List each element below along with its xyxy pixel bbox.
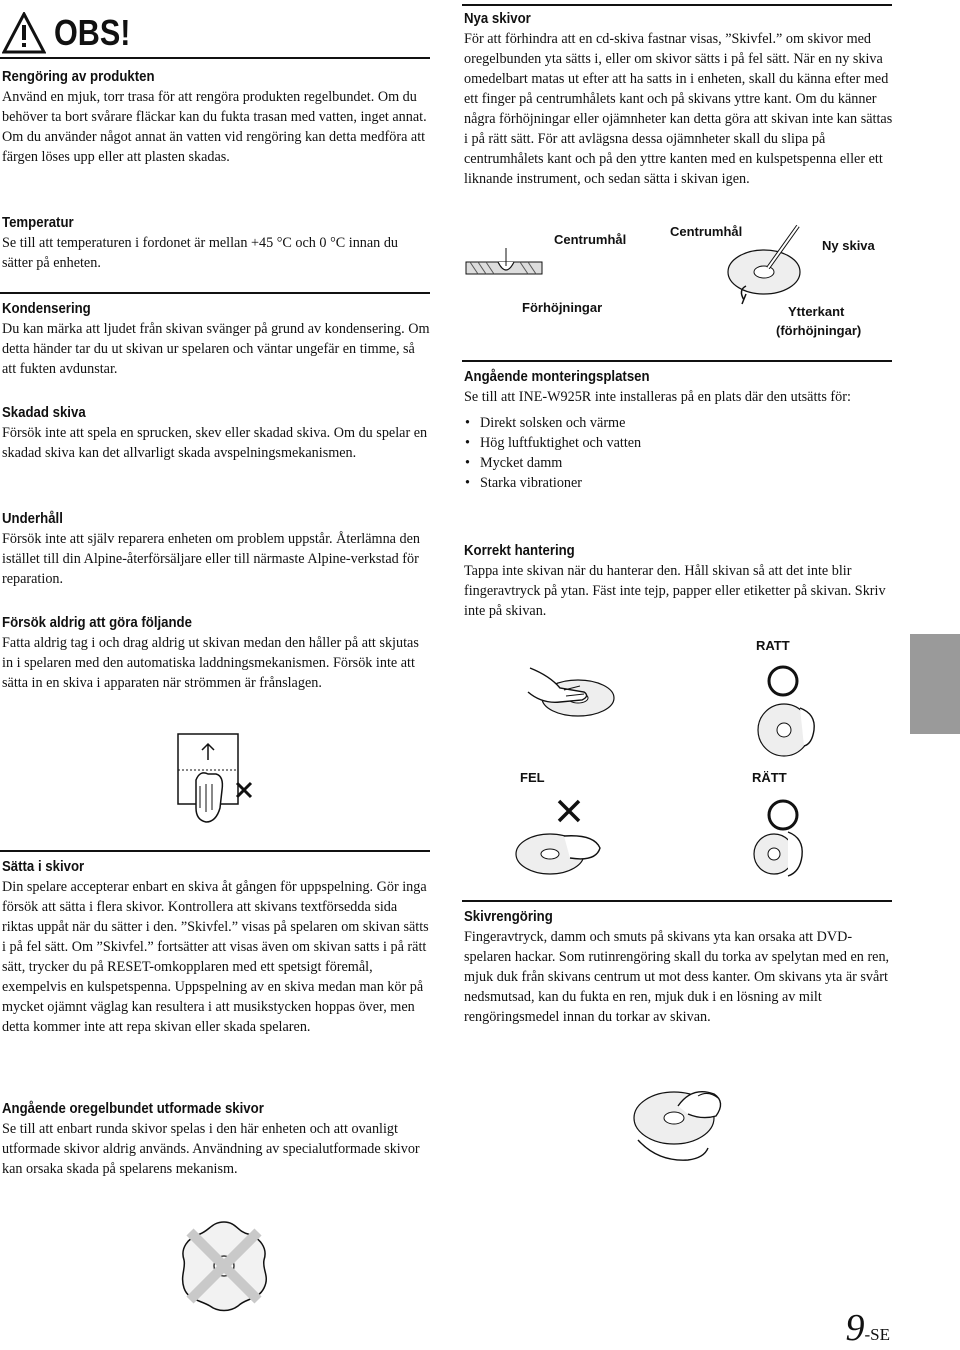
- divider: [462, 4, 892, 6]
- section-text: För att förhindra att en cd-skiva fastnar visas, ”Skivfel.” om skivor med oregelbunden yta sätts i, eller om skivor sätts i på fel sätt. När en ny skiva omedelbart matas ut efter att ha satts in i enheten, skall du känna efter med ett finger på centrumhålets kant och på skivans yttre kant. Om du känner några förhöjningar eller ojämnheter kan detta göra att skivan inte kan sättas i på rätt sätt. För att avlägsna dessa ojämnheter skall du slipa på centrumhålets kant och på den yttre kanten med en kulspetspenna eller ett liknande instrument, och sedan sätta i skivan igen.: [464, 31, 893, 187]
- label-outer-edge: Ytterkant: [788, 304, 845, 319]
- obs-header: [0, 10, 430, 56]
- side-tab: [910, 634, 960, 734]
- list-item: • Hög luftfuktighet och vatten: [464, 433, 894, 453]
- disc-pen-illustration: [712, 224, 822, 314]
- left-section-never: [2, 614, 432, 693]
- section-heading: Skadad skiva: [2, 404, 86, 421]
- disc-wiping-illustration: [618, 1076, 738, 1166]
- left-section-temperature: [2, 214, 432, 273]
- section-heading: Angående monteringsplatsen: [464, 368, 650, 385]
- left-section-condensation: [2, 300, 432, 379]
- section-heading: Underhåll: [2, 510, 63, 527]
- disc-handling-illustration: [520, 648, 630, 734]
- label-new-disc: Ny skiva: [822, 238, 875, 253]
- divider: [462, 900, 892, 902]
- wrong-mark-icon: [556, 798, 582, 824]
- disc-correct-hold-illustration: [750, 700, 820, 760]
- label-correct-top: RATT: [756, 638, 790, 653]
- section-text: Försök inte att spela en sprucken, skev eller skadad skiva. Om du spelar en skadad skiva kan det allvarligt skada avspelningsmekanismen.: [2, 425, 428, 461]
- section-text: Använd en mjuk, torr trasa för att rengöra produkten regelbundet. Om du behöver ta bort svårare fläckar kan du fukta trasan med vatten, inget annat. Om du använder något annat än vatten vid rengöring kan detta medföra att färgen löses upp eller att plasten skadas.: [2, 89, 427, 165]
- disc-cross-section-illustration: [462, 244, 552, 284]
- section-text: Du kan märka att ljudet från skivan svänger på grund av kondensering. Om detta händer tar du ut skivan ur spelaren och väntar ungefär en timme, så att fukten avdunstar.: [2, 321, 430, 377]
- divider: [0, 57, 430, 59]
- section-heading: Skivrengöring: [464, 908, 553, 925]
- section-text: Din spelare accepterar enbart en skiva åt gången för uppspelning. Gör inga försök att sätta i flera skivor. Kontrollera att skivans textförsedda sida riktas uppåt när du sätter i den. ”Skivfel.” visas på spelaren om skivan sätts i på fel sätt. Om ”Skivfel.” fortsätter att visas även om skivan satts i på rätt sätt, trycker du på RESET-omkopplaren med ett spetsigt föremål, exempelvis en kulspetspenna. Uppspelning av en skiva medan man kör på mycket ojämnt väglag kan resultera i att musikstycken hoppas över, men detta kommer inte att repa skivan eller skada spelaren.: [2, 879, 429, 1035]
- disc-insert-illustration: [170, 730, 270, 830]
- left-section-insert: [2, 858, 432, 1037]
- section-text: Fingeravtryck, damm och smuts på skivans yta kan orsaka att DVD-spelaren hackar. Som rutinrengöring skall du torka av spelytan med en ren, mjuk duk från skivans centrum ut mot dess kanter. Om skivans yta är svårt nedsmutsad, kan du fukta en ren, mjuk duk i en lösning av milt rengöringsmedel innan du torkar av skivan.: [464, 929, 890, 1025]
- section-heading: Korrekt hantering: [464, 542, 575, 559]
- label-center-hole-1: Centrumhål: [554, 232, 627, 247]
- section-text: Se till att temperaturen i fordonet är mellan +45 °C och 0 °C innan du sätter på enheten.: [2, 235, 399, 271]
- irregular-disc-illustration: [176, 1218, 272, 1314]
- disc-correct-edge-illustration: [748, 826, 808, 882]
- label-correct-bottom: RÄTT: [752, 770, 787, 785]
- page-number-value: 9: [845, 1307, 865, 1349]
- list-item: • Mycket damm: [464, 453, 894, 473]
- correct-circle-icon: [766, 664, 800, 698]
- disc-wrong-hold-illustration: [504, 828, 604, 878]
- left-section-irregular: [2, 1100, 432, 1179]
- section-heading: Angående oregelbundet utformade skivor: [2, 1100, 264, 1117]
- label-wrong: FEL: [520, 770, 545, 785]
- warning-icon: [2, 12, 46, 54]
- section-heading: Kondensering: [2, 300, 91, 317]
- page-number-suffix: -SE: [864, 1325, 890, 1344]
- section-text: Se till att enbart runda skivor spelas i den här enheten och att ovanligt utformade skivor aldrig används. Användning av specialutformade skivor kan orsaka skada på spelarens mekanism.: [2, 1121, 420, 1177]
- right-section-cleaning: [464, 908, 894, 1027]
- left-section-damaged: [2, 404, 432, 463]
- section-text: Fatta aldrig tag i och drag aldrig ut skivan medan den håller på att skjutas in i spelaren med den automatiska laddningsmekanismen. Försök inte att sätta in en skiva i apparaten när strömmen är frånslagen.: [2, 635, 419, 691]
- section-heading: Försök aldrig att göra följande: [2, 614, 192, 631]
- label-outer-edge-bumps: (förhöjningar): [776, 323, 862, 338]
- section-text: Försök inte att själv reparera enheten om problem uppstår. Återlämna den istället till din Alpine-återförsäljare eller till närmaste Alpine-verkstad för reparation.: [2, 531, 421, 587]
- right-section-new-discs: [464, 10, 894, 189]
- condition-list: [464, 413, 894, 493]
- right-section-mounting: [464, 368, 894, 493]
- obs-title: OBS!: [54, 12, 131, 53]
- divider: [0, 850, 430, 852]
- list-item: • Starka vibrationer: [464, 473, 894, 493]
- left-section-cleaning: [2, 68, 432, 167]
- page-number: [846, 1306, 891, 1350]
- section-heading: Nya skivor: [464, 10, 531, 27]
- section-heading: Sätta i skivor: [2, 858, 85, 875]
- wrong-mark-icon: [234, 780, 254, 800]
- section-text: Se till att INE-W925R inte installeras på en plats där den utsätts för:: [464, 389, 851, 405]
- section-heading: Temperatur: [2, 214, 74, 231]
- label-center-hole-2: Centrumhål: [670, 224, 743, 239]
- section-text: Tappa inte skivan när du hanterar den. Håll skivan så att det inte blir fingeravtryck på ytan. Fäst inte tejp, papper eller etiketter på skivan. Skriv inte på skivan.: [464, 563, 886, 619]
- left-section-maintenance: [2, 510, 432, 589]
- list-item: • Direkt solsken och värme: [464, 413, 894, 433]
- right-section-handling: [464, 542, 894, 621]
- section-heading: Rengöring av produkten: [2, 68, 155, 85]
- divider: [0, 292, 430, 294]
- label-bumps: Förhöjningar: [522, 300, 603, 315]
- divider: [462, 360, 892, 362]
